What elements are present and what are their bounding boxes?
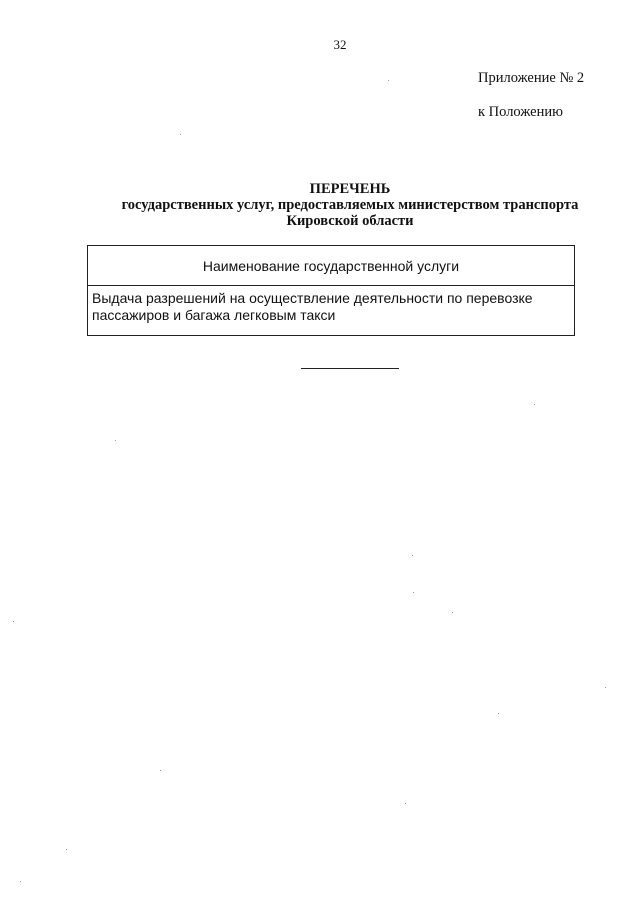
scan-speck	[534, 404, 535, 405]
title-heading: ПЕРЕЧЕНЬ	[309, 181, 391, 197]
scan-speck	[20, 881, 21, 882]
services-table	[87, 245, 575, 336]
service-line-2: пассажиров и багажа легковым такси	[92, 307, 336, 323]
scan-speck	[66, 849, 67, 850]
scan-speck	[115, 440, 116, 441]
scan-speck	[413, 592, 414, 593]
scan-speck	[498, 713, 499, 714]
title-line-1: государственных услуг, предоставляемых министерством транспорта	[121, 197, 579, 213]
scan-speck	[605, 687, 606, 688]
table-cell-service	[88, 286, 575, 336]
document-title	[60, 181, 640, 229]
scan-speck	[160, 770, 161, 771]
scan-speck	[180, 134, 181, 135]
scan-speck	[13, 621, 14, 622]
service-line-1: Выдача разрешений на осуществление деятельности по перевозке	[92, 290, 533, 306]
column-header-service-name: Наименование государственной услуги	[88, 246, 575, 286]
table-row	[88, 286, 575, 336]
scan-speck	[388, 80, 389, 81]
table-header-row	[88, 246, 575, 286]
end-divider	[301, 368, 399, 369]
annex-number: Приложение № 2	[478, 70, 585, 86]
scan-speck	[405, 803, 406, 804]
title-line-2: Кировской области	[286, 213, 414, 229]
annex-reference: к Положению	[478, 104, 563, 120]
page-number: 32	[333, 37, 347, 52]
scan-speck	[452, 612, 453, 613]
scan-speck	[412, 555, 413, 556]
